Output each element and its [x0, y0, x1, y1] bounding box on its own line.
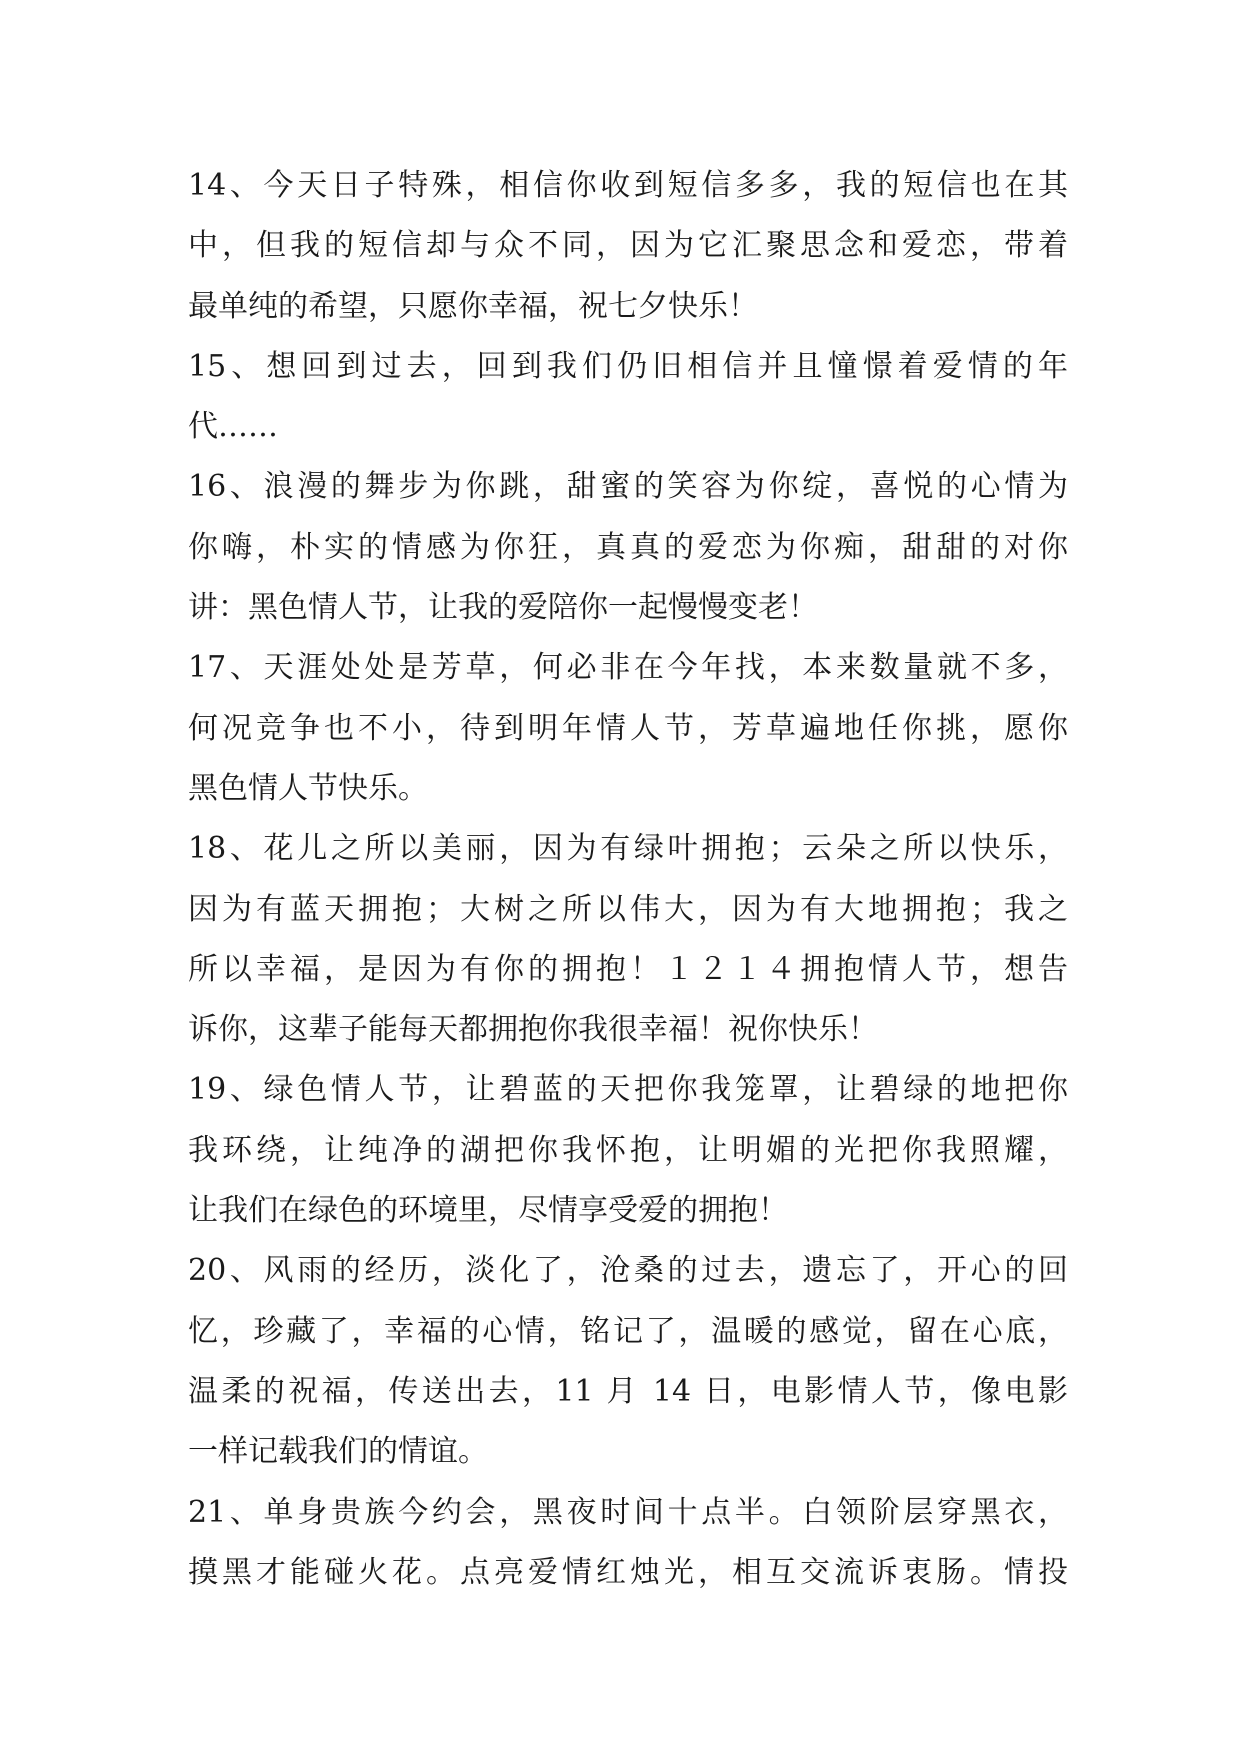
text-line: 因为有蓝天拥抱；大树之所以伟大，因为有大地拥抱；我之 [188, 891, 1068, 927]
text-line: 17、天涯处处是芳草，何必非在今年找，本来数量就不多， [188, 650, 1068, 686]
text-line: 所以幸福，是因为有你的拥抱！１２１４拥抱情人节，想告 [188, 951, 1068, 987]
text-line: 让我们在绿色的环境里，尽情享受爱的拥抱！ [188, 1193, 788, 1229]
text-line: 黑色情人节快乐。 [188, 770, 428, 806]
text-line: 诉你，这辈子能每天都拥抱你我很幸福！祝你快乐！ [188, 1012, 878, 1048]
text-line: 摸黑才能碰火花。点亮爱情红烛光，相互交流诉衷肠。情投 [188, 1554, 1068, 1590]
document-body [188, 156, 1068, 1603]
text-line: 19、绿色情人节，让碧蓝的天把你我笼罩，让碧绿的地把你 [188, 1072, 1068, 1108]
text-line: 18、花儿之所以美丽，因为有绿叶拥抱；云朵之所以快乐， [188, 831, 1068, 867]
text-line: 你嗨，朴实的情感为你狂，真真的爱恋为你痴，甜甜的对你 [188, 529, 1068, 565]
text-line: 忆，珍藏了，幸福的心情，铭记了，温暖的感觉，留在心底， [188, 1313, 1068, 1349]
text-line: 16、浪漫的舞步为你跳，甜蜜的笑容为你绽，喜悦的心情为 [188, 469, 1068, 505]
text-line: 代…… [188, 409, 278, 445]
text-line: 最单纯的希望，只愿你幸福，祝七夕快乐！ [188, 288, 758, 324]
text-line: 我环绕，让纯净的湖把你我怀抱，让明媚的光把你我照耀， [188, 1132, 1068, 1168]
text-line: 15、想回到过去，回到我们仍旧相信并且憧憬着爱情的年 [188, 348, 1068, 384]
text-line: 何况竞争也不小，待到明年情人节，芳草遍地任你挑，愿你 [188, 710, 1068, 746]
text-line: 14、今天日子特殊，相信你收到短信多多，我的短信也在其 [188, 168, 1068, 203]
text-line: 20、风雨的经历，淡化了，沧桑的过去，遗忘了，开心的回 [188, 1253, 1068, 1289]
text-line: 21、单身贵族今约会，黑夜时间十点半。白领阶层穿黑衣， [188, 1494, 1068, 1530]
text-line: 温柔的祝福，传送出去，11 月 14 日，电影情人节，像电影 [188, 1373, 1068, 1409]
text-line: 中，但我的短信却与众不同，因为它汇聚思念和爱恋，带着 [188, 228, 1068, 264]
text-line: 一样记载我们的情谊。 [188, 1434, 488, 1470]
text-line: 讲：黑色情人节，让我的爱陪你一起慢慢变老！ [188, 590, 818, 626]
